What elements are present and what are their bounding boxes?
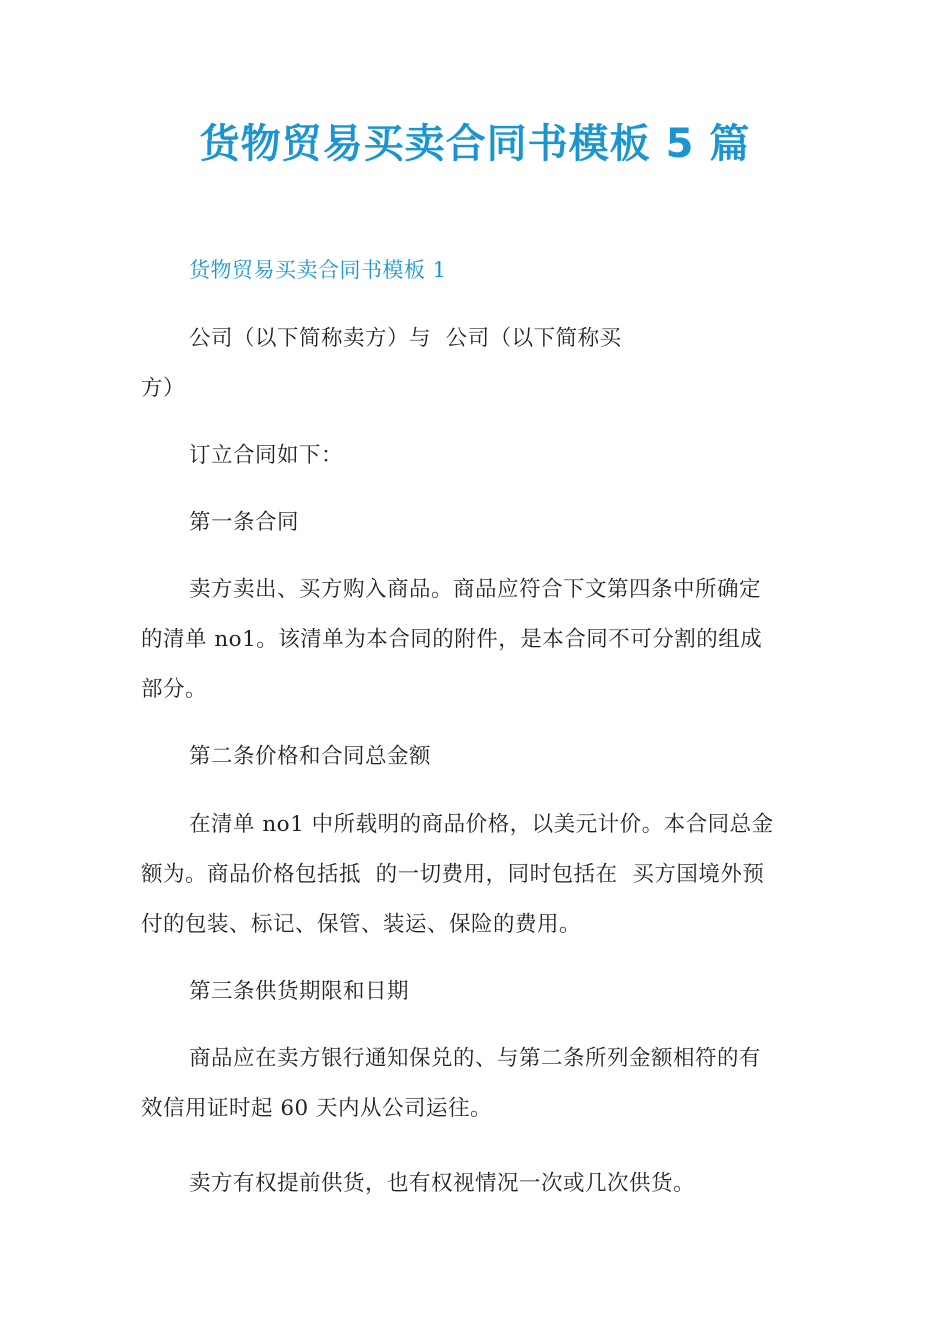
- text-line: 第二条价格和合同总金额: [189, 744, 432, 769]
- text-line: 在清单 no1 中所载明的商品价格，以美元计价。本合同总金: [189, 812, 774, 837]
- text-line: 第一条合同: [189, 510, 300, 535]
- text-line: 方）: [141, 376, 186, 401]
- text-line: 付的包装、标记、保管、装运、保险的费用。: [141, 912, 582, 937]
- document-title: 货物贸易买卖合同书模板 5 篇: [199, 121, 751, 167]
- text-line: 效信用证时起 60 天内从公司运往。: [141, 1096, 493, 1121]
- text-line: 的清单 no1。该清单为本合同的附件，是本合同不可分割的组成: [141, 627, 763, 652]
- text-line: 卖方卖出、买方购入商品。商品应符合下文第四条中所确定: [189, 577, 762, 602]
- text-line: 第三条供货期限和日期: [189, 979, 410, 1004]
- section-heading: 货物贸易买卖合同书模板 1: [189, 258, 447, 282]
- text-line: 额为。商品价格包括抵 的一切费用，同时包括在 买方国境外预: [141, 862, 765, 887]
- text-line: 商品应在卖方银行通知保兑的、与第二条所列金额相符的有: [189, 1046, 762, 1071]
- text-line: 卖方有权提前供货，也有权视情况一次或几次供货。: [189, 1171, 696, 1196]
- text-line: 订立合同如下：: [189, 443, 344, 468]
- text-line: 部分。: [141, 677, 208, 702]
- text-line: 公司（以下简称卖方）与 公司（以下简称买: [189, 326, 622, 351]
